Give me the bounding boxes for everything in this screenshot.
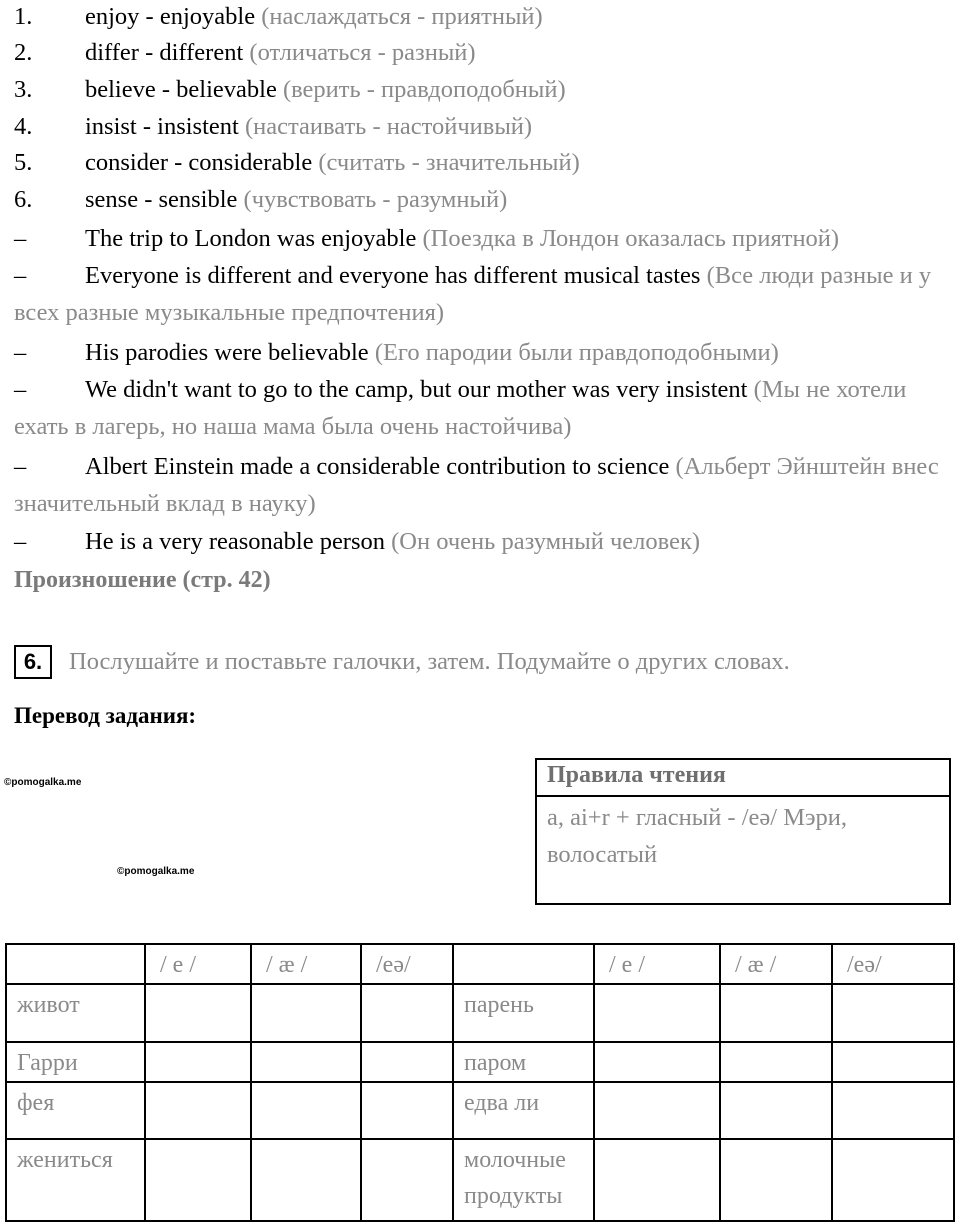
english-words: sense - sensible — [85, 186, 238, 213]
pronunciation-heading: Произношение (стр. 42) — [14, 567, 271, 593]
sentence-5 — [14, 448, 954, 522]
checkbox-cell[interactable] — [251, 1042, 361, 1082]
table-header-row — [6, 944, 954, 984]
sentence-3 — [14, 334, 954, 371]
english-sentence: His parodies were believable — [85, 339, 369, 366]
english-words: insist - insistent — [85, 113, 239, 140]
table-row — [6, 984, 954, 1042]
table-row — [6, 1042, 954, 1082]
checkbox-cell[interactable] — [832, 984, 954, 1042]
word-cell: парень — [453, 984, 594, 1042]
english-sentence: We didn't want to go to the camp, but our mother was very insistent — [85, 376, 748, 403]
sentence-6 — [14, 523, 954, 560]
word-cell: молочные продукты — [453, 1139, 594, 1221]
word-cell: едва ли — [453, 1082, 594, 1139]
dash: – — [14, 376, 27, 403]
checkbox-cell[interactable] — [145, 1139, 251, 1221]
russian-translation: (Поездка в Лондон оказалась приятной) — [422, 225, 840, 252]
english-sentence: He is a very reasonable person — [85, 528, 386, 555]
checkbox-cell[interactable] — [361, 984, 453, 1042]
table-header-cell: / e / — [145, 944, 251, 984]
russian-translation: (Его пародии были правдоподобными) — [374, 339, 779, 366]
english-words: enjoy - enjoyable — [85, 3, 256, 30]
sentence-1 — [14, 220, 954, 257]
checkbox-cell[interactable] — [251, 1139, 361, 1221]
reading-rules-title: Правила чтения — [537, 760, 949, 797]
phonetics-table — [5, 943, 955, 1222]
checkbox-cell[interactable] — [832, 1042, 954, 1082]
task-instruction: Послушайте и поставьте галочки, затем. Подумайте о других словах. — [69, 648, 790, 675]
word-cell: паром — [453, 1042, 594, 1082]
dash: – — [14, 528, 27, 555]
item-number: 3. — [14, 76, 33, 103]
checkbox-cell[interactable] — [594, 1139, 720, 1221]
checkbox-cell[interactable] — [361, 1139, 453, 1221]
sentence-2 — [14, 257, 954, 331]
dash: – — [14, 453, 27, 480]
watermark: ©pomogalka.me — [4, 777, 82, 788]
english-sentence: Everyone is different and everyone has different musical tastes — [85, 262, 701, 289]
checkbox-cell[interactable] — [594, 1082, 720, 1139]
english-words: believe - believable — [85, 76, 277, 103]
table-header-cell — [6, 944, 145, 984]
table-header-cell — [453, 944, 594, 984]
english-sentence: The trip to London was enjoyable — [85, 225, 417, 252]
checkbox-cell[interactable] — [251, 1082, 361, 1139]
checkbox-cell[interactable] — [251, 984, 361, 1042]
english-words: differ - different — [85, 39, 244, 66]
item-number: 1. — [14, 3, 33, 30]
russian-translation: (отличаться - разный) — [249, 39, 476, 66]
dash: – — [14, 225, 27, 252]
translation-heading: Перевод задания: — [14, 703, 197, 728]
russian-translation: (Он очень разумный человек) — [391, 528, 701, 555]
word-cell: фея — [6, 1082, 145, 1139]
item-number: 4. — [14, 113, 33, 140]
russian-translation: (считать - значительный) — [318, 149, 580, 176]
checkbox-cell[interactable] — [832, 1139, 954, 1221]
english-words: consider - considerable — [85, 149, 313, 176]
reading-rules-body: a, ai+r + гласный - /eə/ Мэри, волосатый — [547, 804, 847, 868]
dash: – — [14, 262, 27, 289]
russian-translation: (верить - правдоподобный) — [282, 76, 566, 103]
checkbox-cell[interactable] — [594, 984, 720, 1042]
table-header-cell: /eə/ — [832, 944, 954, 984]
word-cell: жениться — [6, 1139, 145, 1221]
checkbox-cell[interactable] — [145, 1082, 251, 1139]
checkbox-cell[interactable] — [720, 1042, 832, 1082]
item-number: 5. — [14, 149, 33, 176]
table-row — [6, 1139, 954, 1221]
word-cell: живот — [6, 984, 145, 1042]
sentence-4 — [14, 371, 954, 445]
checkbox-cell[interactable] — [832, 1082, 954, 1139]
table-header-cell: / æ / — [251, 944, 361, 984]
russian-translation: (чувствовать - разумный) — [243, 186, 508, 213]
checkbox-cell[interactable] — [720, 1082, 832, 1139]
table-header-cell: / e / — [594, 944, 720, 984]
checkbox-cell[interactable] — [361, 1042, 453, 1082]
checkbox-cell[interactable] — [145, 984, 251, 1042]
russian-translation: (настаивать - настойчивый) — [244, 113, 533, 140]
russian-translation: (Мы не хотели ехать в лагерь, но наша мама была очень настойчива) — [14, 376, 907, 440]
item-number: 2. — [14, 39, 33, 66]
checkbox-cell[interactable] — [720, 984, 832, 1042]
table-row — [6, 1082, 954, 1139]
task-number-badge: 6. — [14, 645, 52, 679]
watermark: ©pomogalka.me — [117, 866, 195, 877]
russian-translation: (Все люди разные и у всех разные музыкальные предпочтения) — [14, 262, 932, 326]
checkbox-cell[interactable] — [361, 1082, 453, 1139]
word-cell: Гарри — [6, 1042, 145, 1082]
item-number: 6. — [14, 186, 33, 213]
checkbox-cell[interactable] — [720, 1139, 832, 1221]
english-sentence: Albert Einstein made a considerable contribution to science — [85, 453, 670, 480]
russian-translation: (Альберт Эйнштейн внес значительный вклад в науку) — [14, 453, 939, 517]
table-header-cell: /eə/ — [361, 944, 453, 984]
dash: – — [14, 339, 27, 366]
russian-translation: (наслаждаться - приятный) — [261, 3, 543, 30]
checkbox-cell[interactable] — [594, 1042, 720, 1082]
table-header-cell: / æ / — [720, 944, 832, 984]
reading-rules-box — [535, 758, 951, 905]
task-6 — [14, 645, 790, 679]
checkbox-cell[interactable] — [145, 1042, 251, 1082]
